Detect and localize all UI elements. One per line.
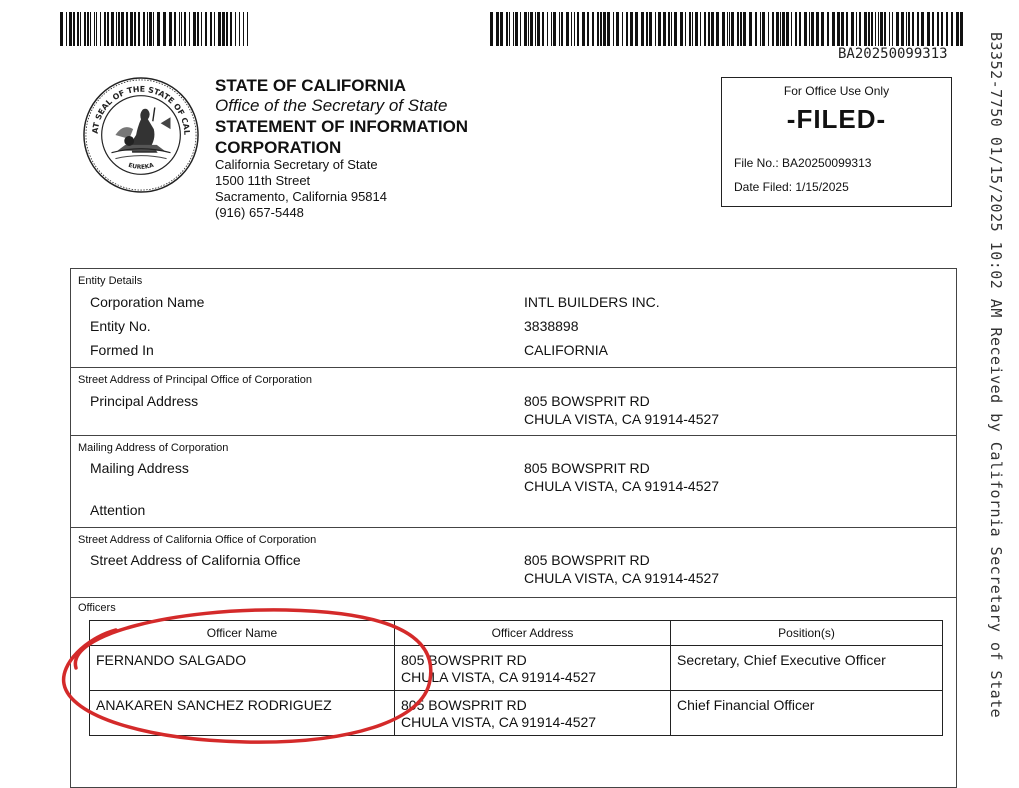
mailing-line2: CHULA VISTA, CA 91914-4527 (524, 478, 720, 494)
office-use-label: For Office Use Only (783, 84, 890, 98)
file-number: File No.: BA20250099313 (734, 156, 872, 170)
received-stamp-text: B3352-7750 01/15/2025 10:02 AM Received by California Secretary of State (987, 32, 1005, 719)
date-filed: Date Filed: 1/15/2025 (734, 180, 849, 194)
california-state-seal-icon (82, 76, 200, 194)
california-office-line1: 805 BOWSPRIT RD (524, 552, 650, 568)
header-office: Office of the Secretary of State (215, 96, 448, 115)
mailing-line1: 805 BOWSPRIT RD (524, 460, 650, 476)
barcode-right-bars (490, 12, 964, 46)
divider (70, 597, 957, 598)
officer-name: FERNANDO SALGADO (90, 646, 395, 691)
officer-position: Chief Financial Officer (671, 691, 943, 736)
principal-title: Street Address of Principal Office of Corporation (78, 374, 312, 386)
officer-name: ANAKAREN SANCHEZ RODRIGUEZ (90, 691, 395, 736)
california-office-label: Street Address of California Office (90, 552, 301, 568)
header-address-name: California Secretary of State (215, 157, 378, 172)
attention-label: Attention (90, 502, 146, 518)
officer-name-header: Officer Name (90, 621, 395, 646)
officers-table (89, 620, 943, 736)
officer-address (395, 691, 671, 736)
barcode-left-bars (60, 12, 248, 46)
divider (70, 527, 957, 528)
mailing-label: Mailing Address (90, 460, 189, 476)
barcode-right (490, 12, 964, 46)
formed-in-value: CALIFORNIA (524, 342, 609, 358)
table-row (90, 646, 943, 691)
header-city: Sacramento, California 95814 (215, 189, 387, 204)
svg-text:EUREKA (127, 163, 155, 171)
corporation-name-label: Corporation Name (90, 294, 205, 310)
mailing-title: Mailing Address of Corporation (78, 442, 229, 454)
seal-text: AT SEAL OF THE STATE OF CAL (90, 84, 192, 136)
svg-text:THE GREAT SEAL OF THE STATE OF (82, 76, 191, 135)
california-office-title: Street Address of California Office of Corporation (78, 534, 317, 546)
officer-address-line1: 805 BOWSPRIT RD (401, 697, 527, 713)
divider (70, 435, 957, 436)
entity-no-label: Entity No. (90, 318, 151, 334)
officers-header-row (90, 621, 943, 646)
header-street: 1500 11th Street (215, 173, 311, 188)
barcode-number: BA20250099313 (838, 46, 948, 62)
officer-position-header: Position(s) (671, 621, 943, 646)
formed-in-label: Formed In (90, 342, 154, 358)
officer-address (395, 646, 671, 691)
california-office-line2: CHULA VISTA, CA 91914-4527 (524, 570, 720, 586)
barcode-left (60, 12, 248, 46)
divider (70, 367, 957, 368)
officer-address-line1: 805 BOWSPRIT RD (401, 652, 527, 668)
header-phone: (916) 657-5448 (215, 205, 304, 220)
officer-address-header: Officer Address (395, 621, 671, 646)
principal-line2: CHULA VISTA, CA 91914-4527 (524, 411, 720, 427)
office-use-box (721, 77, 952, 207)
filed-stamp: -FILED- (786, 104, 887, 134)
header-statement: STATEMENT OF INFORMATION (215, 117, 469, 136)
officer-position: Secretary, Chief Executive Officer (671, 646, 943, 691)
table-row (90, 691, 943, 736)
seal-motto: EUREKA (127, 162, 155, 171)
principal-line1: 805 BOWSPRIT RD (524, 393, 650, 409)
entity-details-title: Entity Details (78, 275, 143, 287)
header-state: STATE OF CALIFORNIA (215, 76, 407, 95)
received-stamp (985, 32, 1015, 765)
header-corporation: CORPORATION (215, 138, 342, 157)
principal-label: Principal Address (90, 393, 199, 409)
officer-address-line2: CHULA VISTA, CA 91914-4527 (401, 669, 597, 685)
entity-no-value: 3838898 (524, 318, 579, 334)
officer-address-line2: CHULA VISTA, CA 91914-4527 (401, 714, 597, 730)
corporation-name-value: INTL BUILDERS INC. (524, 294, 660, 310)
officers-title: Officers (78, 602, 116, 614)
